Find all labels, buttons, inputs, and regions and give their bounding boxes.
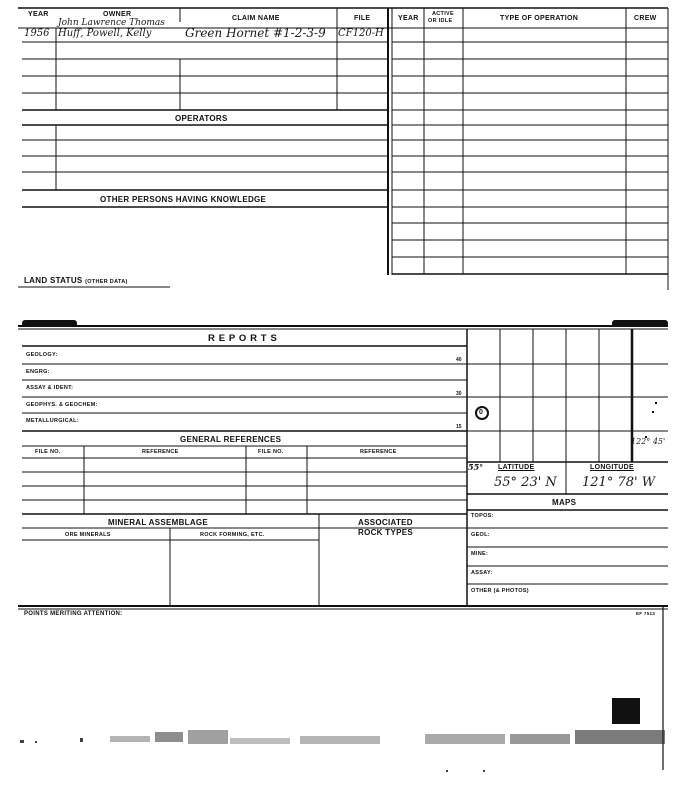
header-type-of-operation: TYPE OF OPERATION — [500, 15, 579, 22]
land-status-label: LAND STATUS (OTHER DATA) — [24, 276, 128, 285]
report-row-metallurgical: METALLURGICAL: — [26, 418, 79, 424]
longitude-value: 121° 78' W — [582, 475, 656, 490]
associated-rock-types-line1: ASSOCIATED — [358, 518, 413, 527]
maps-row-topos: TOPOS: — [471, 513, 494, 519]
maps-row-other: OTHER (& PHOTOS) — [471, 588, 529, 594]
report-row-geology: GEOLOGY: — [26, 352, 58, 358]
header-crew: CREW — [634, 15, 657, 22]
form-number: EF 7513 — [636, 611, 656, 616]
report-row-engrg: ENGRG: — [26, 369, 50, 375]
header-active: ACTIVE — [432, 11, 454, 17]
entry-owners: Huff, Powell, Kelly — [58, 28, 152, 39]
latitude-prefix: 55° — [468, 462, 484, 472]
report-row-geophys: GEOPHYS. & GEOCHEM: — [26, 402, 98, 408]
report-row-assay: ASSAY & IDENT: — [26, 385, 74, 391]
operators-label: OPERATORS — [175, 114, 228, 123]
report-row-geology-num: 40 — [456, 357, 462, 363]
reports-title: R E P O R T S — [208, 333, 278, 344]
maps-row-assay: ASSAY: — [471, 570, 493, 576]
entry-claim-name: Green Hornet #1-2-3-9 — [185, 26, 326, 40]
entry-file: CF120-H — [338, 28, 384, 39]
mineral-assemblage-title: MINERAL ASSEMBLAGE — [108, 518, 209, 527]
other-persons-label: OTHER PERSONS HAVING KNOWLEDGE — [100, 195, 267, 204]
longitude-label: LONGITUDE — [590, 464, 634, 471]
latitude-label: LATITUDE — [498, 464, 535, 471]
report-row-metallurgical-num: 15 — [456, 424, 462, 430]
grid-corner-note: 122° 45' — [631, 437, 666, 446]
header-year-2: YEAR — [398, 15, 419, 22]
entry-owners-top: John Lawrence Thomas — [58, 18, 165, 28]
latitude-value: 55° 23' N — [494, 475, 557, 490]
ref-header-file-no-2: FILE NO. — [258, 449, 284, 455]
maps-title: MAPS — [552, 498, 577, 507]
entry-year: 1956 — [24, 28, 50, 39]
maps-row-geol: GEOL: — [471, 532, 490, 538]
header-or-idle: OR IDLE — [428, 18, 453, 24]
points-meriting-attention-label: POINTS MERITING ATTENTION: — [24, 611, 123, 617]
maps-row-mine: MINE: — [471, 551, 489, 557]
grid-marker: 0 — [479, 409, 484, 416]
ore-minerals-label: ORE MINERALS — [65, 532, 111, 538]
general-references-title: GENERAL REFERENCES — [180, 435, 282, 444]
header-claim-name: CLAIM NAME — [232, 15, 280, 22]
ref-header-reference-1: REFERENCE — [142, 449, 179, 455]
header-file: FILE — [354, 15, 371, 22]
ref-header-file-no-1: FILE NO. — [35, 449, 61, 455]
header-owner: OWNER — [103, 11, 132, 18]
header-year: YEAR — [28, 11, 49, 18]
rock-forming-label: ROCK FORMING, ETC. — [200, 532, 265, 538]
ref-header-reference-2: REFERENCE — [360, 449, 397, 455]
associated-rock-types-line2: ROCK TYPES — [358, 528, 414, 537]
report-row-assay-num: 30 — [456, 391, 462, 397]
